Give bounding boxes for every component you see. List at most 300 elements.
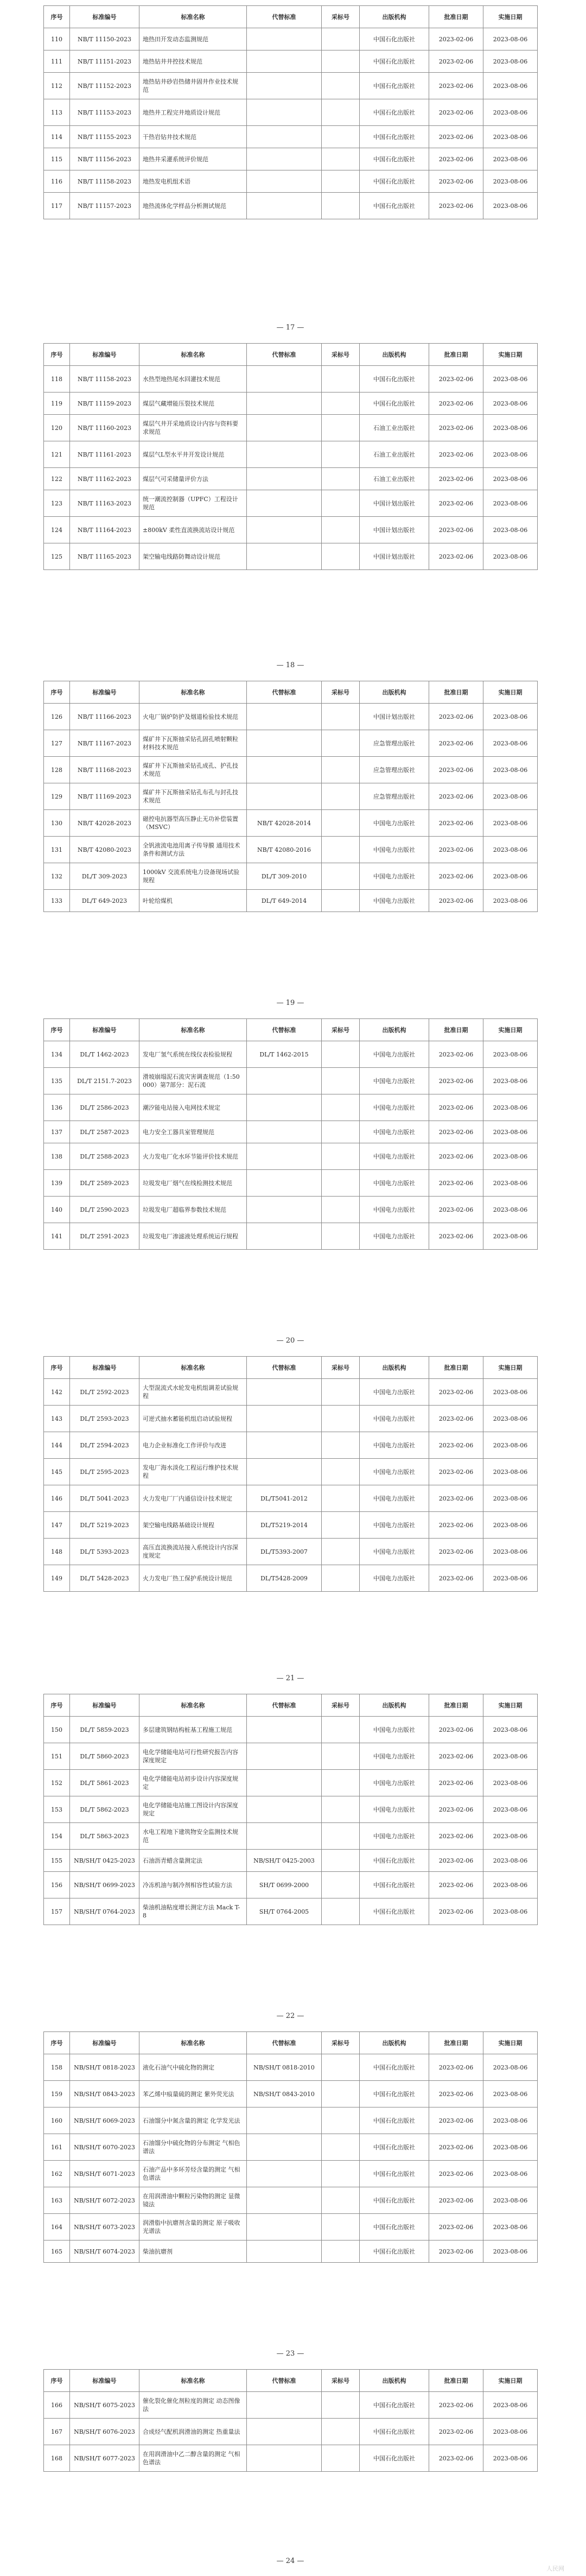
effective-date-cell: 2023-08-06 [483, 2107, 538, 2134]
column-header: 实施日期 [483, 6, 538, 28]
table-row [44, 366, 538, 393]
publisher-cell: 中国电力出版社 [360, 1121, 429, 1143]
row-index-cell: 143 [44, 1406, 70, 1432]
standard-name-cell: 干热岩钻井技术规范 [139, 126, 247, 148]
standard-code-cell: NB/T 11150-2023 [70, 28, 139, 50]
replaced-standard-cell [247, 490, 322, 517]
effective-date-cell: 2023-08-06 [483, 28, 538, 50]
effective-date-cell: 2023-08-06 [483, 2445, 538, 2472]
standard-code-cell: NB/T 11160-2023 [70, 415, 139, 441]
standard-name-cell: 火力发电厂热工保护系统设计规范 [139, 1565, 247, 1592]
column-header: 标准名称 [139, 6, 247, 28]
effective-date-cell: 2023-08-06 [483, 1432, 538, 1459]
publisher-cell: 中国计划出版社 [360, 704, 429, 730]
adopted-code-cell [322, 1512, 360, 1539]
publisher-cell: 中国石化出版社 [360, 2134, 429, 2161]
effective-date-cell: 2023-08-06 [483, 704, 538, 730]
effective-date-cell: 2023-08-06 [483, 1565, 538, 1592]
publisher-cell: 中国石化出版社 [360, 2214, 429, 2240]
publisher-cell: 中国石化出版社 [360, 148, 429, 170]
approval-date-cell: 2023-02-06 [429, 126, 483, 148]
table-row [44, 148, 538, 170]
adopted-code-cell [322, 490, 360, 517]
table-row [44, 193, 538, 219]
column-header: 序号 [44, 1357, 70, 1379]
column-header: 实施日期 [483, 681, 538, 704]
row-index-cell: 137 [44, 1121, 70, 1143]
adopted-code-cell [322, 757, 360, 783]
publisher-cell: 中国石化出版社 [360, 366, 429, 393]
standard-code-cell: DL/T 2593-2023 [70, 1406, 139, 1432]
column-header: 标准名称 [139, 1357, 247, 1379]
table-row [44, 1898, 538, 1925]
adopted-code-cell [322, 1041, 360, 1068]
table-row [44, 415, 538, 441]
column-header: 标准编号 [70, 681, 139, 704]
replaced-standard-cell [247, 2392, 322, 2419]
standard-code-cell: DL/T 2588-2023 [70, 1143, 139, 1170]
replaced-standard-cell [247, 148, 322, 170]
publisher-cell: 中国电力出版社 [360, 1432, 429, 1459]
replaced-standard-cell [247, 415, 322, 441]
table-row [44, 1379, 538, 1406]
replaced-standard-cell: NB/SH/T 0818-2010 [247, 2054, 322, 2081]
approval-date-cell: 2023-02-06 [429, 517, 483, 543]
table-row [44, 2107, 538, 2134]
row-index-cell: 162 [44, 2161, 70, 2187]
column-header: 批准日期 [429, 1357, 483, 1379]
effective-date-cell: 2023-08-06 [483, 1743, 538, 1770]
effective-date-cell: 2023-08-06 [483, 1143, 538, 1170]
approval-date-cell: 2023-02-06 [429, 50, 483, 73]
standard-name-cell: 苯乙烯中痕量硫的测定 紫外荧光法 [139, 2081, 247, 2107]
row-index-cell: 167 [44, 2419, 70, 2445]
standard-name-cell: 液化石油气中硫化物的测定 [139, 2054, 247, 2081]
table-section-5 [43, 1356, 537, 1592]
adopted-code-cell [322, 704, 360, 730]
approval-date-cell: 2023-02-06 [429, 1068, 483, 1094]
standard-code-cell: NB/SH/T 6077-2023 [70, 2445, 139, 2472]
table-row [44, 490, 538, 517]
column-header: 实施日期 [483, 1694, 538, 1717]
row-index-cell: 149 [44, 1565, 70, 1592]
standard-code-cell: NB/T 11157-2023 [70, 193, 139, 219]
approval-date-cell: 2023-02-06 [429, 783, 483, 810]
adopted-code-cell [322, 1717, 360, 1743]
approval-date-cell: 2023-02-06 [429, 543, 483, 570]
standard-code-cell: NB/T 11168-2023 [70, 757, 139, 783]
effective-date-cell: 2023-08-06 [483, 1459, 538, 1485]
approval-date-cell: 2023-02-06 [429, 1565, 483, 1592]
effective-date-cell: 2023-08-06 [483, 2419, 538, 2445]
row-index-cell: 110 [44, 28, 70, 50]
column-header: 标准编号 [70, 2370, 139, 2392]
column-header: 标准名称 [139, 2370, 247, 2392]
standard-name-cell: 火电厂锅炉防护及烟道检验技术规范 [139, 704, 247, 730]
table-section-8 [43, 2369, 537, 2472]
column-header: 出版机构 [360, 2032, 429, 2054]
standard-name-cell: 大型混流式水轮发电机组调差试验规程 [139, 1379, 247, 1406]
column-header: 标准编号 [70, 2032, 139, 2054]
page-number: — 24 — [276, 2557, 304, 2565]
standard-code-cell: DL/T 5859-2023 [70, 1717, 139, 1743]
approval-date-cell: 2023-02-06 [429, 170, 483, 193]
column-header: 标准名称 [139, 1694, 247, 1717]
column-header: 标准编号 [70, 6, 139, 28]
header-row [44, 1019, 538, 1041]
standard-name-cell: 地热井采灌系统评价规范 [139, 148, 247, 170]
adopted-code-cell [322, 1170, 360, 1197]
publisher-cell: 中国电力出版社 [360, 1485, 429, 1512]
table-row [44, 1872, 538, 1898]
publisher-cell: 中国石化出版社 [360, 393, 429, 415]
page-number: — 18 — [276, 661, 304, 669]
approval-date-cell: 2023-02-06 [429, 1743, 483, 1770]
standard-name-cell: 垃圾发电厂渗滤液处理系统运行规程 [139, 1223, 247, 1250]
standard-name-cell: 电化学储能电站可行性研究报告内容深度规定 [139, 1743, 247, 1770]
table-row [44, 1770, 538, 1796]
standard-name-cell: 高压直流换流站接入系统设计内容深度规定 [139, 1539, 247, 1565]
publisher-cell: 中国计划出版社 [360, 490, 429, 517]
replaced-standard-cell [247, 1223, 322, 1250]
row-index-cell: 114 [44, 126, 70, 148]
row-index-cell: 145 [44, 1459, 70, 1485]
approval-date-cell: 2023-02-06 [429, 1872, 483, 1898]
adopted-code-cell [322, 1898, 360, 1925]
column-header: 批准日期 [429, 6, 483, 28]
standard-code-cell: NB/SH/T 0843-2023 [70, 2081, 139, 2107]
column-header: 采标号 [322, 1694, 360, 1717]
adopted-code-cell [322, 2134, 360, 2161]
column-header: 实施日期 [483, 1357, 538, 1379]
column-header: 实施日期 [483, 2032, 538, 2054]
standard-name-cell: 地热田开发动态监测规范 [139, 28, 247, 50]
publisher-cell: 中国电力出版社 [360, 1406, 429, 1432]
row-index-cell: 164 [44, 2214, 70, 2240]
row-index-cell: 151 [44, 1743, 70, 1770]
publisher-cell: 应急管理出版社 [360, 783, 429, 810]
replaced-standard-cell: NB/SH/T 0843-2010 [247, 2081, 322, 2107]
replaced-standard-cell [247, 2445, 322, 2472]
standard-code-cell: NB/T 11161-2023 [70, 441, 139, 468]
column-header: 出版机构 [360, 1694, 429, 1717]
approval-date-cell: 2023-02-06 [429, 1823, 483, 1850]
standard-code-cell: DL/T 5863-2023 [70, 1823, 139, 1850]
standard-code-cell: NB/SH/T 6069-2023 [70, 2107, 139, 2134]
approval-date-cell: 2023-02-06 [429, 441, 483, 468]
page-number: — 21 — [276, 1674, 304, 1682]
replaced-standard-cell: SH/T 0699-2000 [247, 1872, 322, 1898]
replaced-standard-cell: DL/T5219-2014 [247, 1512, 322, 1539]
approval-date-cell: 2023-02-06 [429, 1379, 483, 1406]
standard-code-cell: DL/T 5862-2023 [70, 1796, 139, 1823]
publisher-cell: 中国电力出版社 [360, 1379, 429, 1406]
standard-code-cell: DL/T 5428-2023 [70, 1565, 139, 1592]
effective-date-cell: 2023-08-06 [483, 1898, 538, 1925]
row-index-cell: 154 [44, 1823, 70, 1850]
replaced-standard-cell [247, 1197, 322, 1223]
approval-date-cell: 2023-02-06 [429, 1539, 483, 1565]
row-index-cell: 163 [44, 2187, 70, 2214]
approval-date-cell: 2023-02-06 [429, 2161, 483, 2187]
column-header: 出版机构 [360, 2370, 429, 2392]
column-header: 出版机构 [360, 6, 429, 28]
standard-code-cell: DL/T 2589-2023 [70, 1170, 139, 1197]
standard-name-cell: ±800kV 柔性直流换流站设计规范 [139, 517, 247, 543]
standards-table [43, 1018, 538, 1250]
effective-date-cell: 2023-08-06 [483, 1223, 538, 1250]
replaced-standard-cell: DL/T 1462-2015 [247, 1041, 322, 1068]
table-row [44, 28, 538, 50]
standard-name-cell: 煤矿井下瓦斯抽采钻孔固孔喷射颗粒材料技术规范 [139, 730, 247, 757]
effective-date-cell: 2023-08-06 [483, 2054, 538, 2081]
approval-date-cell: 2023-02-06 [429, 1485, 483, 1512]
effective-date-cell: 2023-08-06 [483, 1485, 538, 1512]
adopted-code-cell [322, 2081, 360, 2107]
adopted-code-cell [322, 1406, 360, 1432]
effective-date-cell: 2023-08-06 [483, 890, 538, 912]
adopted-code-cell [322, 863, 360, 890]
standard-code-cell: NB/T 11167-2023 [70, 730, 139, 757]
adopted-code-cell [322, 783, 360, 810]
publisher-cell: 中国电力出版社 [360, 1223, 429, 1250]
standard-code-cell: DL/T 5860-2023 [70, 1743, 139, 1770]
publisher-cell: 中国计划出版社 [360, 517, 429, 543]
row-index-cell: 166 [44, 2392, 70, 2419]
approval-date-cell: 2023-02-06 [429, 1850, 483, 1872]
standard-code-cell: DL/T 2587-2023 [70, 1121, 139, 1143]
adopted-code-cell [322, 2214, 360, 2240]
table-row [44, 2445, 538, 2472]
page-number: — 22 — [276, 2012, 304, 2020]
table-row [44, 1512, 538, 1539]
table-section-7 [43, 2031, 537, 2263]
column-header: 批准日期 [429, 344, 483, 366]
publisher-cell: 中国石化出版社 [360, 2161, 429, 2187]
publisher-cell: 中国石化出版社 [360, 2240, 429, 2263]
publisher-cell: 中国石化出版社 [360, 1898, 429, 1925]
row-index-cell: 111 [44, 50, 70, 73]
approval-date-cell: 2023-02-06 [429, 810, 483, 837]
adopted-code-cell [322, 28, 360, 50]
replaced-standard-cell [247, 704, 322, 730]
effective-date-cell: 2023-08-06 [483, 2392, 538, 2419]
replaced-standard-cell [247, 1823, 322, 1850]
effective-date-cell: 2023-08-06 [483, 468, 538, 490]
approval-date-cell: 2023-02-06 [429, 2054, 483, 2081]
replaced-standard-cell [247, 543, 322, 570]
replaced-standard-cell [247, 468, 322, 490]
publisher-cell: 中国电力出版社 [360, 1041, 429, 1068]
row-index-cell: 131 [44, 837, 70, 863]
approval-date-cell: 2023-02-06 [429, 1770, 483, 1796]
table-section-6 [43, 1694, 537, 1925]
adopted-code-cell [322, 517, 360, 543]
standard-name-cell: 全钒液流电池用离子传导膜 通用技术条件和测试方法 [139, 837, 247, 863]
effective-date-cell: 2023-08-06 [483, 1068, 538, 1094]
standard-code-cell: DL/T 2595-2023 [70, 1459, 139, 1485]
column-header: 序号 [44, 1019, 70, 1041]
adopted-code-cell [322, 1121, 360, 1143]
effective-date-cell: 2023-08-06 [483, 1872, 538, 1898]
adopted-code-cell [322, 415, 360, 441]
approval-date-cell: 2023-02-06 [429, 757, 483, 783]
approval-date-cell: 2023-02-06 [429, 2419, 483, 2445]
page-number: — 20 — [276, 1337, 304, 1345]
column-header: 实施日期 [483, 2370, 538, 2392]
effective-date-cell: 2023-08-06 [483, 393, 538, 415]
publisher-cell: 中国电力出版社 [360, 1094, 429, 1121]
standards-table [43, 2369, 538, 2472]
publisher-cell: 中国石化出版社 [360, 193, 429, 219]
table-section-1 [43, 5, 537, 219]
column-header: 序号 [44, 2032, 70, 2054]
standard-name-cell: 石油沥青蜡含量测定法 [139, 1850, 247, 1872]
publisher-cell: 中国石化出版社 [360, 126, 429, 148]
replaced-standard-cell: SH/T 0764-2005 [247, 1898, 322, 1925]
approval-date-cell: 2023-02-06 [429, 99, 483, 126]
effective-date-cell: 2023-08-06 [483, 415, 538, 441]
adopted-code-cell [322, 148, 360, 170]
table-row [44, 837, 538, 863]
adopted-code-cell [322, 810, 360, 837]
row-index-cell: 118 [44, 366, 70, 393]
approval-date-cell: 2023-02-06 [429, 2214, 483, 2240]
table-row [44, 1432, 538, 1459]
replaced-standard-cell [247, 2419, 322, 2445]
replaced-standard-cell [247, 2134, 322, 2161]
approval-date-cell: 2023-02-06 [429, 1717, 483, 1743]
effective-date-cell: 2023-08-06 [483, 757, 538, 783]
column-header: 代替标准 [247, 2370, 322, 2392]
replaced-standard-cell [247, 28, 322, 50]
row-index-cell: 119 [44, 393, 70, 415]
publisher-cell: 中国电力出版社 [360, 1143, 429, 1170]
replaced-standard-cell: NB/T 42080-2016 [247, 837, 322, 863]
adopted-code-cell [322, 1565, 360, 1592]
standard-code-cell: NB/SH/T 0425-2023 [70, 1850, 139, 1872]
publisher-cell: 中国电力出版社 [360, 1197, 429, 1223]
adopted-code-cell [322, 2445, 360, 2472]
table-row [44, 170, 538, 193]
header-row [44, 681, 538, 704]
standard-code-cell: NB/T 11163-2023 [70, 490, 139, 517]
table-row [44, 1717, 538, 1743]
table-row [44, 2187, 538, 2214]
replaced-standard-cell [247, 393, 322, 415]
replaced-standard-cell [247, 1121, 322, 1143]
approval-date-cell: 2023-02-06 [429, 193, 483, 219]
watermark: 人民网 [546, 2565, 564, 2572]
effective-date-cell: 2023-08-06 [483, 126, 538, 148]
standard-name-cell: 煤矿井下瓦斯抽采钻孔成孔、护孔技术规范 [139, 757, 247, 783]
effective-date-cell: 2023-08-06 [483, 543, 538, 570]
standard-code-cell: DL/T 5861-2023 [70, 1770, 139, 1796]
standard-code-cell: DL/T 309-2023 [70, 863, 139, 890]
approval-date-cell: 2023-02-06 [429, 468, 483, 490]
effective-date-cell: 2023-08-06 [483, 2240, 538, 2263]
standard-code-cell: NB/T 11158-2023 [70, 366, 139, 393]
table-row [44, 441, 538, 468]
standard-name-cell: 煤矿井下瓦斯抽采钻孔布孔与封孔技术规范 [139, 783, 247, 810]
publisher-cell: 中国电力出版社 [360, 1743, 429, 1770]
adopted-code-cell [322, 2161, 360, 2187]
table-row [44, 810, 538, 837]
adopted-code-cell [322, 99, 360, 126]
publisher-cell: 中国电力出版社 [360, 837, 429, 863]
column-header: 标准编号 [70, 344, 139, 366]
standard-name-cell: 架空输电线路基础设计规程 [139, 1512, 247, 1539]
effective-date-cell: 2023-08-06 [483, 73, 538, 99]
standard-code-cell: NB/T 11169-2023 [70, 783, 139, 810]
table-section-4 [43, 1018, 537, 1250]
row-index-cell: 161 [44, 2134, 70, 2161]
standard-code-cell: NB/T 11155-2023 [70, 126, 139, 148]
publisher-cell: 中国石化出版社 [360, 99, 429, 126]
publisher-cell: 中国电力出版社 [360, 890, 429, 912]
approval-date-cell: 2023-02-06 [429, 2107, 483, 2134]
publisher-cell: 中国石化出版社 [360, 1850, 429, 1872]
table-row [44, 1565, 538, 1592]
effective-date-cell: 2023-08-06 [483, 1717, 538, 1743]
approval-date-cell: 2023-02-06 [429, 148, 483, 170]
column-header: 实施日期 [483, 344, 538, 366]
table-row [44, 2081, 538, 2107]
row-index-cell: 120 [44, 415, 70, 441]
row-index-cell: 140 [44, 1197, 70, 1223]
row-index-cell: 113 [44, 99, 70, 126]
publisher-cell: 石油工业出版社 [360, 415, 429, 441]
effective-date-cell: 2023-08-06 [483, 2081, 538, 2107]
adopted-code-cell [322, 2240, 360, 2263]
replaced-standard-cell [247, 2161, 322, 2187]
row-index-cell: 156 [44, 1872, 70, 1898]
adopted-code-cell [322, 2187, 360, 2214]
page-number: — 23 — [276, 2350, 304, 2358]
replaced-standard-cell [247, 783, 322, 810]
column-header: 代替标准 [247, 6, 322, 28]
effective-date-cell: 2023-08-06 [483, 837, 538, 863]
replaced-standard-cell [247, 517, 322, 543]
row-index-cell: 133 [44, 890, 70, 912]
approval-date-cell: 2023-02-06 [429, 1223, 483, 1250]
approval-date-cell: 2023-02-06 [429, 393, 483, 415]
table-section-2 [43, 343, 537, 570]
column-header: 出版机构 [360, 1357, 429, 1379]
row-index-cell: 125 [44, 543, 70, 570]
standard-name-cell: 煤层气井开采地质设计内容与资料要求规范 [139, 415, 247, 441]
standard-name-cell: 石油馏分中氮含量的测定 化学发光法 [139, 2107, 247, 2134]
standard-code-cell: DL/T 2592-2023 [70, 1379, 139, 1406]
approval-date-cell: 2023-02-06 [429, 1170, 483, 1197]
approval-date-cell: 2023-02-06 [429, 1143, 483, 1170]
column-header: 采标号 [322, 344, 360, 366]
replaced-standard-cell [247, 99, 322, 126]
replaced-standard-cell [247, 1379, 322, 1406]
adopted-code-cell [322, 890, 360, 912]
approval-date-cell: 2023-02-06 [429, 1459, 483, 1485]
column-header: 采标号 [322, 681, 360, 704]
effective-date-cell: 2023-08-06 [483, 1770, 538, 1796]
table-row [44, 2240, 538, 2263]
publisher-cell: 中国石化出版社 [360, 1872, 429, 1898]
publisher-cell: 中国石化出版社 [360, 2081, 429, 2107]
publisher-cell: 中国石化出版社 [360, 73, 429, 99]
standard-code-cell: NB/T 42080-2023 [70, 837, 139, 863]
publisher-cell: 中国石化出版社 [360, 2419, 429, 2445]
standard-name-cell: 合成烃气配机润滑油的测定 热重量法 [139, 2419, 247, 2445]
row-index-cell: 121 [44, 441, 70, 468]
